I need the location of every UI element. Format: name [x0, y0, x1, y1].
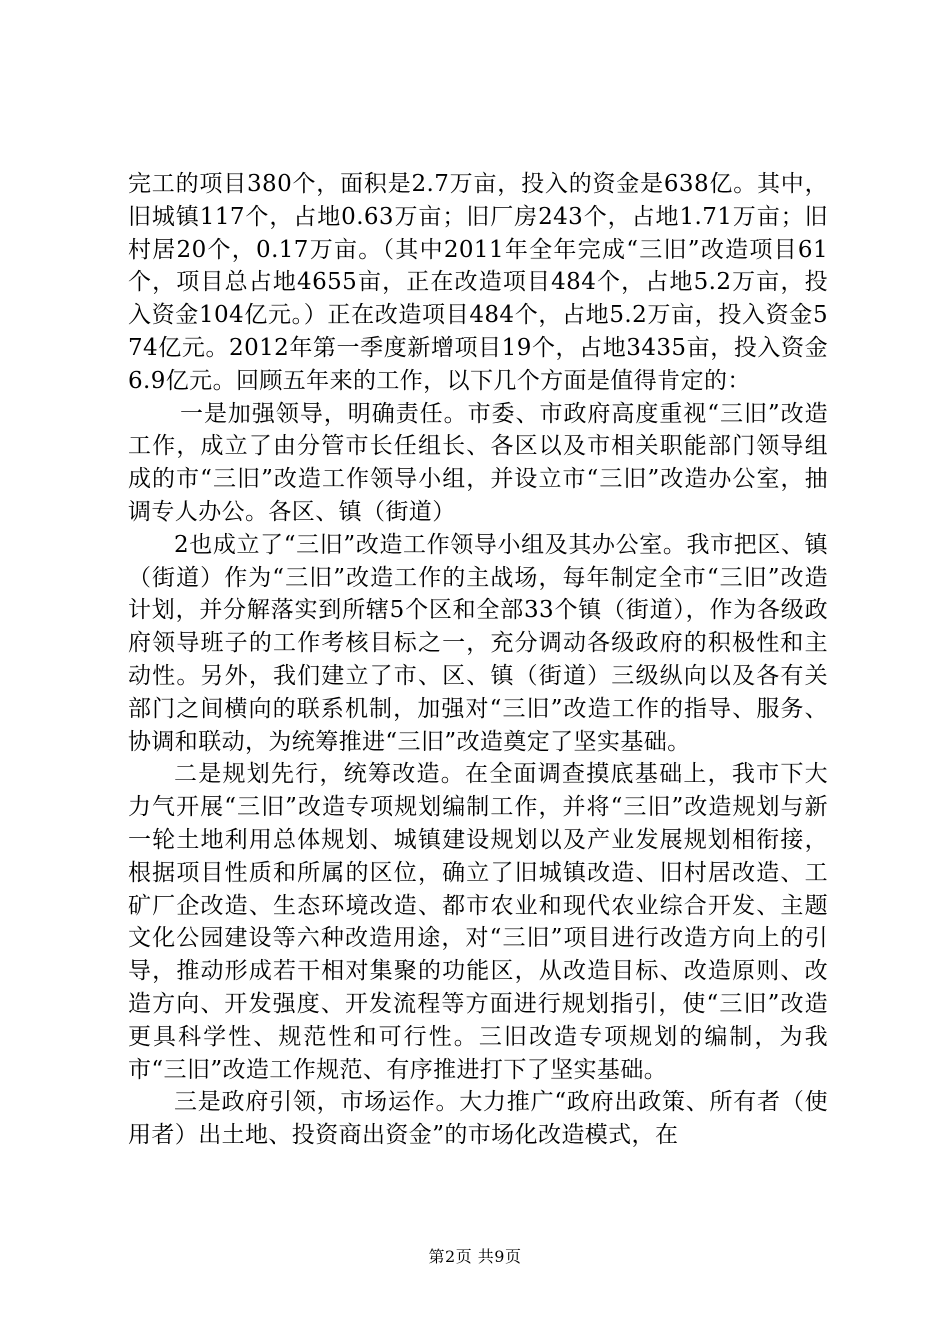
paragraph-planning: 二是规划先行，统筹改造。在全面调查摸底基础上，我市下大力气开展“三旧”改造专项规划编制工作，并将“三旧”改造规划与新一轮土地利用总体规划、城镇建设规划以及产业发展规划相衔接，根据项目性质和所属的区位，确立了旧城镇改造、旧村居改造、工矿厂企改造、生态环境改造、都市农业和现代农业综合开发、主题文化公园建设等六种改造用途，对“三旧”项目进行改造方向上的引导，推动形成若干相对集聚的功能区，从改造目标、改造原则、改造方向、开发强度、开发流程等方面进行规划指引，使“三旧”改造更具科学性、规范性和可行性。三旧改造专项规划的编制，为我市“三旧”改造工作规范、有序推进打下了坚实基础。	[128, 761, 828, 1083]
paragraph-market-operation: 三是政府引领，市场运作。大力推广“政府出政策、所有者（使用者）出土地、投资商出资金”的市场化改造模式，在	[128, 1089, 828, 1149]
document-body	[128, 168, 828, 1152]
paragraph-district-offices: 2也成立了“三旧”改造工作领导小组及其办公室。我市把区、镇（街道）作为“三旧”改造工作的主战场，每年制定全市“三旧”改造计划，并分解落实到所辖5个区和全部33个镇（街道），作为各级政府领导班子的工作考核目标之一，充分调动各级政府的积极性和主动性。另外，我们建立了市、区、镇（街道）三级纵向以及各有关部门之间横向的联系机制，加强对“三旧”改造工作的指导、服务、协调和联动，为统筹推进“三旧”改造奠定了坚实基础。	[128, 531, 828, 755]
paragraph-project-statistics: 完工的项目380个，面积是2.7万亩，投入的资金是638亿。其中，旧城镇117个，占地0.63万亩；旧厂房243个，占地1.71万亩；旧村居20个，0.17万亩。（其中2011年全年完成“三旧”改造项目61个，项目总占地4655亩，正在改造项目484个，占地5.2万亩，投入资金104亿元。）正在改造项目484个，占地5.2万亩，投入资金574亿元。2012年第一季度新增项目19个，占地3435亩，投入资金6.9亿元。回顾五年来的工作，以下几个方面是值得肯定的：	[128, 171, 828, 394]
paragraph-leadership: 一是加强领导，明确责任。市委、市政府高度重视“三旧”改造工作，成立了由分管市长任组长、各区以及市相关职能部门领导组成的市“三旧”改造工作领导小组，并设立市“三旧”改造办公室，抽调专人办公。各区、镇（街道）	[128, 400, 828, 525]
page-number-footer: 第2页 共9页	[428, 1247, 522, 1266]
